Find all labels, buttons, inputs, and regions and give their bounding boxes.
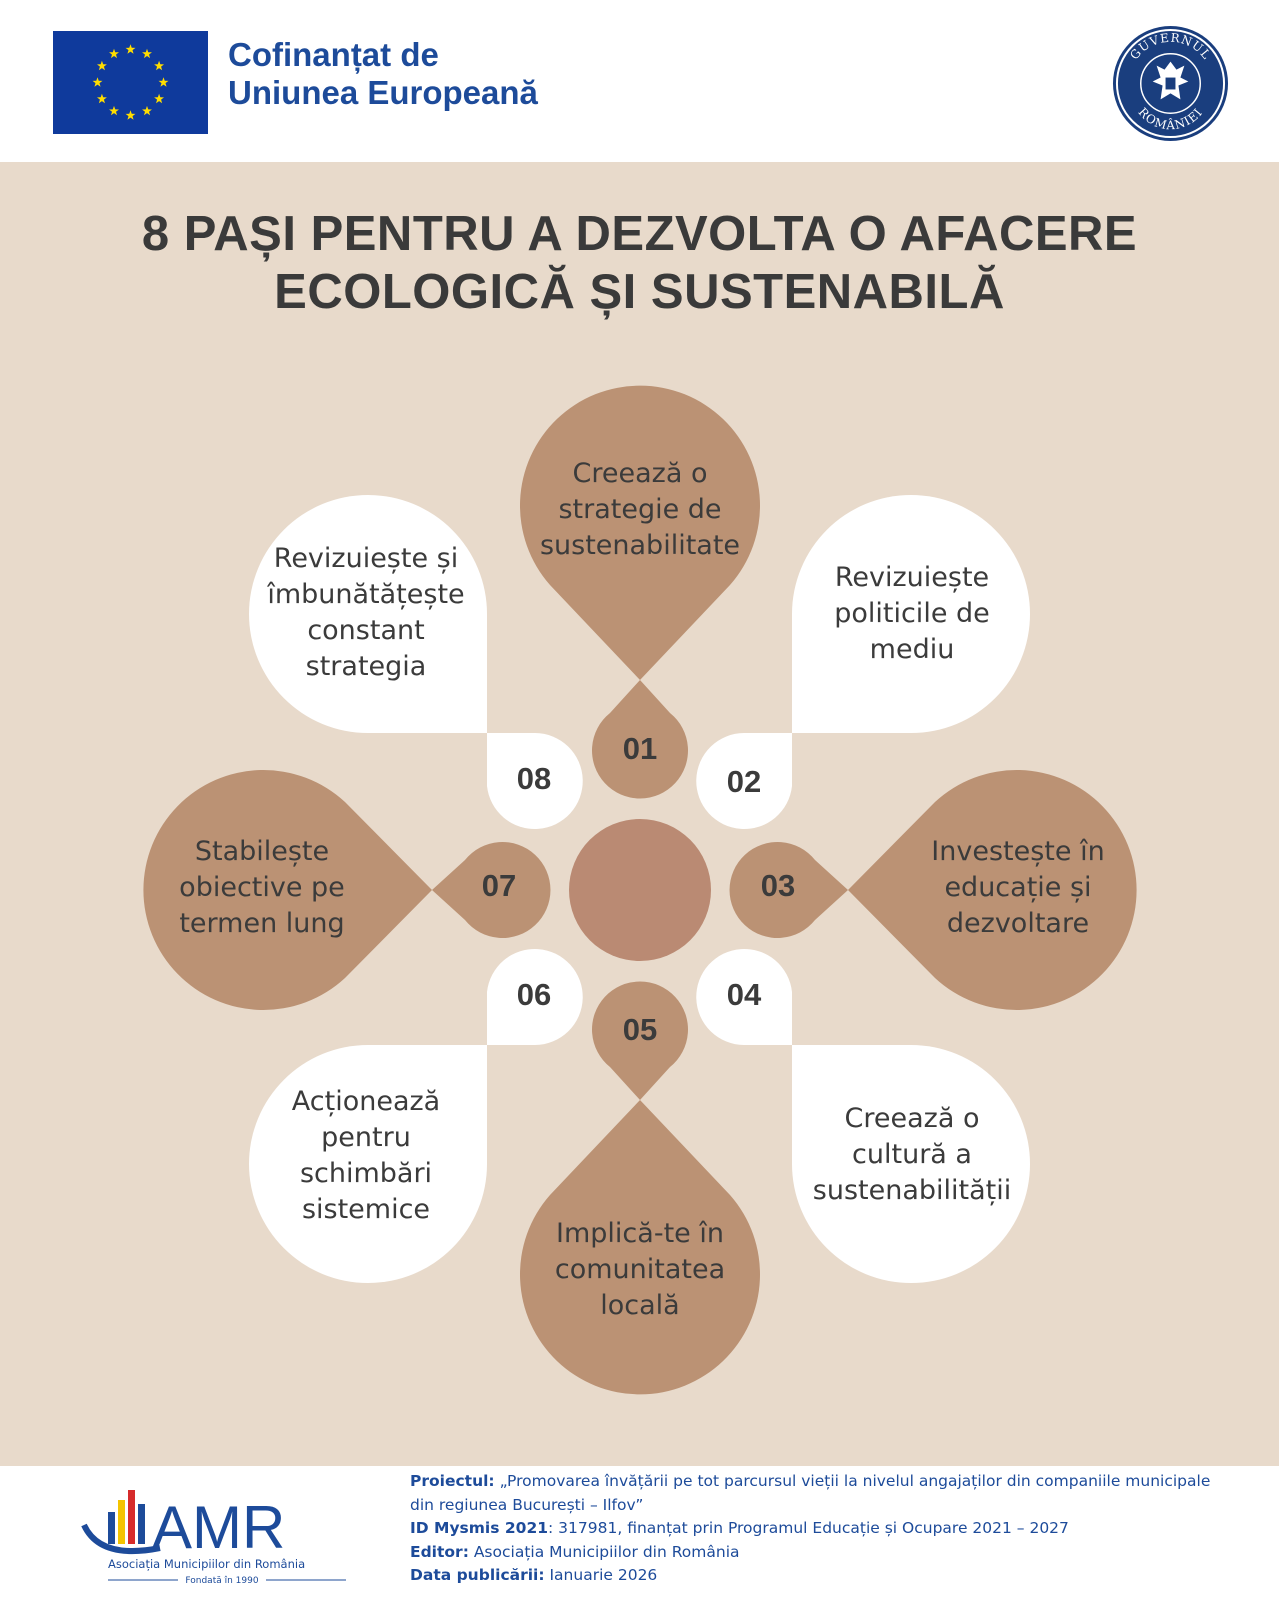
seal-top-text: GUVERNUL (1127, 30, 1214, 63)
editor-label: Editor: (410, 1542, 469, 1561)
seal-bottom-text: ROMÂNIEI (1135, 105, 1206, 133)
amr-logo-founded: Fondată în 1990 (185, 1576, 259, 1586)
title-line-1: 8 PAȘI PENTRU A DEZVOLTA O AFACERE (141, 207, 1138, 261)
step-06-number: 06 (516, 977, 552, 1012)
project-line (410, 1470, 1240, 1494)
amr-logo-subtitle: Asociația Municipiilor din România (108, 1557, 306, 1571)
amr-logo (80, 1480, 360, 1590)
editor-line (410, 1541, 1240, 1565)
title-line-2: ECOLOGICĂ ȘI SUSTENABILĂ (274, 265, 1005, 319)
step-06-text: Acționează pentru schimbări sistemice (291, 1086, 441, 1225)
step-08-text: Revizuiește și îmbunătățește constant strategia (267, 543, 465, 682)
project-value: „Promovarea învățării pe tot parcursul vieții la nivelul angajaților din companiile municipale (499, 1472, 1211, 1490)
step-02-text: Revizuiește politicile de mediu (834, 562, 990, 665)
project-info (410, 1470, 1240, 1588)
id-label: ID Mysmis 2021 (410, 1519, 549, 1537)
date-line (410, 1564, 1240, 1588)
project-label: Proiectul: (410, 1472, 495, 1490)
amr-logo-text: AMR (152, 1494, 286, 1561)
id-line (410, 1517, 1240, 1541)
step-02-number: 02 (726, 764, 762, 799)
step-01-number: 01 (622, 731, 658, 766)
step-04-text: Creează o cultură a sustenabilității (812, 1103, 1012, 1206)
step-07-text: Stabilește obiective pe termen lung (179, 836, 345, 939)
eu-line-2: Uniunea Europeană (228, 74, 538, 111)
step-03-number: 03 (760, 868, 796, 903)
project-line-2: din regiunea București – Ilfov” (410, 1495, 644, 1514)
center-circle (569, 819, 711, 961)
step-04-number: 04 (726, 977, 762, 1012)
step-07-number: 07 (481, 868, 517, 903)
eu-line-1: Cofinanțat de (228, 36, 439, 73)
step-01-text: Creează o strategie de sustenabilitate (539, 458, 741, 561)
step-05-number: 05 (622, 1012, 658, 1047)
step-08-number: 08 (516, 761, 552, 796)
id-value: : 317981, finanțat prin Programul Educație și Ocupare 2021 – 2027 (548, 1519, 1069, 1537)
step-05-text: Implică-te în comunitatea locală (554, 1218, 726, 1321)
step-03-text: Investește în educație și dezvoltare (931, 836, 1105, 939)
date-label: Data publicării: (410, 1566, 545, 1584)
editor-value: Asociația Municipiilor din România (468, 1542, 740, 1561)
date-value: Ianuarie 2026 (544, 1566, 658, 1584)
